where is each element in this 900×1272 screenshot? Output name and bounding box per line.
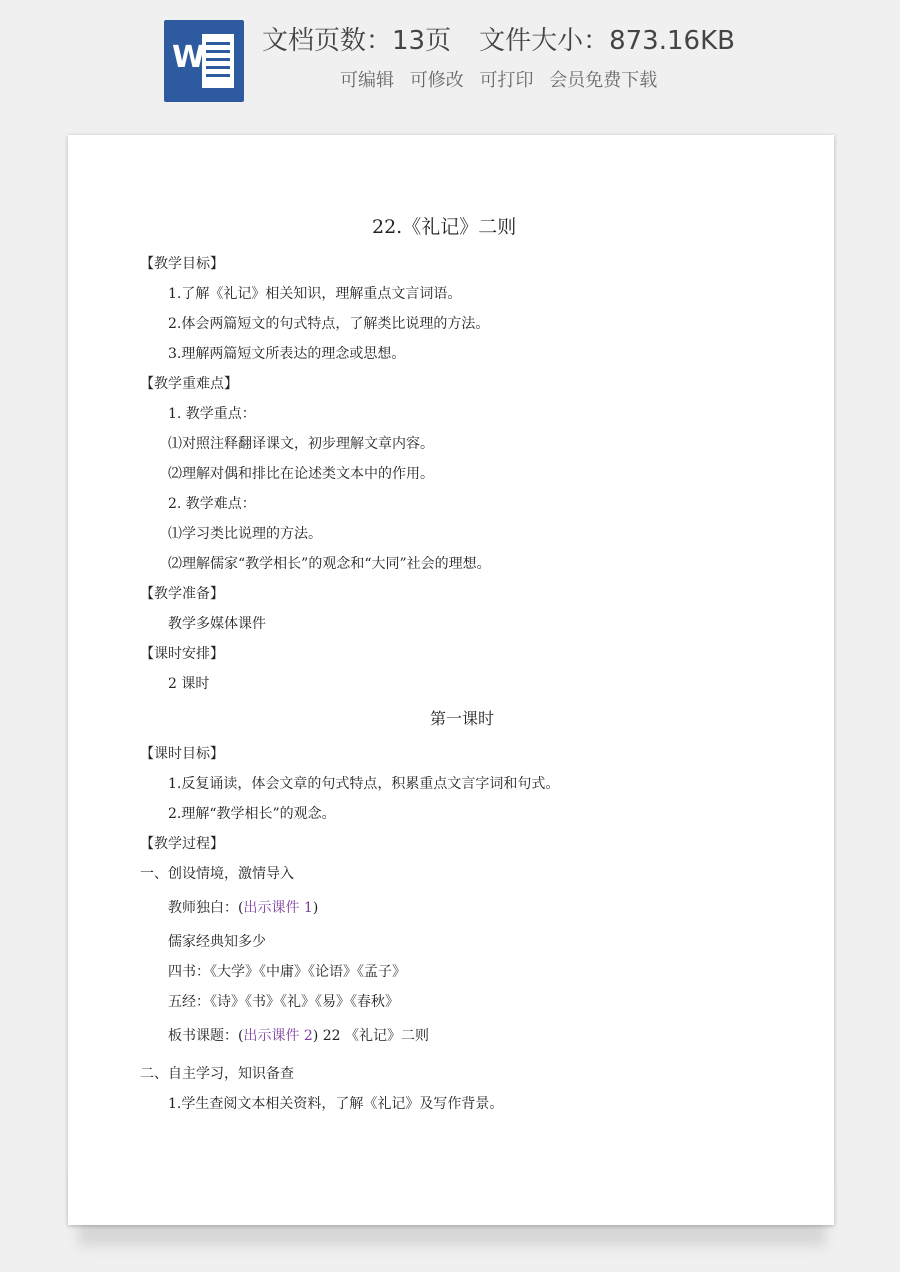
teacher-monologue-prefix: 教师独白：( <box>168 900 244 916</box>
prep-text: 教学多媒体课件 <box>168 616 266 632</box>
courseware-1-link: 出示课件 1 <box>243 900 313 916</box>
feature-modifiable: 可修改 <box>409 70 464 91</box>
file-info-title <box>262 20 735 57</box>
feature-printable: 可打印 <box>479 70 534 91</box>
courseware-2-link: 出示课件 2 <box>243 1028 313 1044</box>
difficult-point-item: ⑴学习类比说理的方法。 <box>168 526 322 542</box>
word-document-icon: W <box>164 20 244 102</box>
step-two-title: 二、自主学习，知识备查 <box>140 1066 294 1082</box>
prep-heading: 【教学准备】 <box>140 586 224 602</box>
difficult-point-label: 2. 教学难点： <box>168 496 256 512</box>
document-page <box>68 135 834 1225</box>
key-point-item: ⑴对照注释翻译课文，初步理解文章内容。 <box>168 436 434 452</box>
step-one-title: 一、创设情境，激情导入 <box>140 866 294 882</box>
lesson-goal-item: 2.理解“教学相长”的观念。 <box>168 806 336 822</box>
teacher-monologue-suffix: ) <box>312 900 319 916</box>
goal-item: 3.理解两篇短文所表达的理念或思想。 <box>168 346 406 362</box>
five-classics: 五经：《诗》《书》《礼》《易》《春秋》 <box>168 994 399 1010</box>
board-title-prefix: 板书课题：( <box>168 1028 244 1044</box>
goal-item: 2.体会两篇短文的句式特点，了解类比说理的方法。 <box>168 316 490 332</box>
key-point-label: 1. 教学重点： <box>168 406 256 422</box>
document-title: 22.《礼记》二则 <box>372 216 517 238</box>
classics-title: 儒家经典知多少 <box>168 934 266 950</box>
file-size: 文件大小：873.16KB <box>479 26 735 56</box>
lesson-goals-heading: 【课时目标】 <box>140 746 224 762</box>
lesson-goal-item: 1.反复诵读，体会文章的句式特点，积累重点文言字词和句式。 <box>168 776 560 792</box>
feature-member-download: 会员免费下载 <box>549 70 658 91</box>
schedule-heading: 【课时安排】 <box>140 646 224 662</box>
goals-heading: 【教学目标】 <box>140 256 224 272</box>
difficult-point-item: ⑵理解儒家“教学相长”的观念和“大同”社会的理想。 <box>168 556 491 572</box>
teacher-monologue-line <box>168 899 318 917</box>
key-point-item: ⑵理解对偶和排比在论述类文本中的作用。 <box>168 466 434 482</box>
schedule-text: 2 课时 <box>168 676 210 692</box>
header-banner <box>0 0 900 120</box>
feature-list <box>340 66 667 92</box>
board-title-suffix: ) 22 《礼记》二则 <box>312 1028 430 1044</box>
four-books: 四书：《大学》《中庸》《论语》《孟子》 <box>168 964 406 980</box>
board-title-line <box>168 1027 429 1045</box>
step-two-item: 1.学生查阅文本相关资料，了解《礼记》及写作背景。 <box>168 1096 504 1112</box>
key-difficult-heading: 【教学重难点】 <box>140 376 238 392</box>
lesson-one-title: 第一课时 <box>430 709 495 728</box>
feature-editable: 可编辑 <box>340 70 394 91</box>
page-count: 文档页数：13页 <box>262 26 452 56</box>
process-heading: 【教学过程】 <box>140 836 224 852</box>
goal-item: 1.了解《礼记》相关知识，理解重点文言词语。 <box>168 286 462 302</box>
